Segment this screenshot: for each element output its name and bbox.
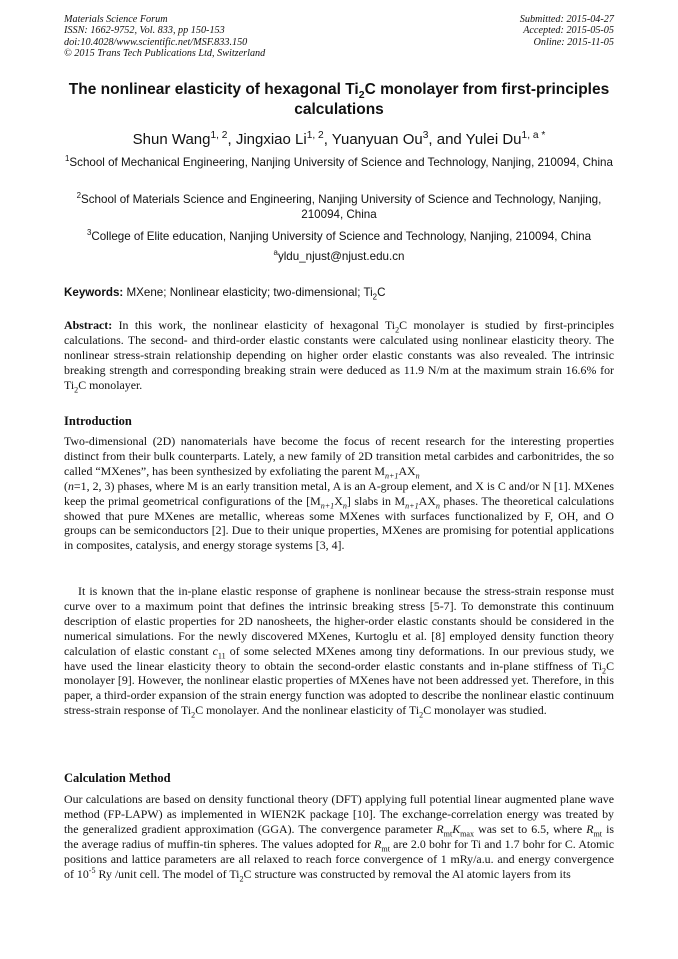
subscript: mt [381,844,390,854]
online-date: Online: 2015-11-05 [533,36,614,48]
title-subscript: 2 [358,89,365,102]
doi: doi:10.4028/www.scientific.net/MSF.833.150 [64,36,248,48]
subscript: n+1 [405,501,419,510]
keywords [64,286,614,300]
body-text: C monolayer. And the nonlinear elasticity of Ti [195,703,420,718]
body-text: C structure was constructed by removal the Al atomic layers from its [243,866,571,881]
author-separator: , and [428,131,466,148]
abstract [64,318,614,393]
italic-variable: R [374,836,382,851]
subscript: 2 [74,385,79,394]
body-text: =1, 2, 3) phases, where M is an early transition metal, A is an A-group element, and X is C and/or N [1]. MXenes keep the primal geometrical configurations of the [M [64,478,614,508]
subscript: n [435,501,440,510]
author-list [64,131,614,149]
subscript: 2 [602,665,607,675]
italic-variable: R [436,821,444,836]
keywords-label: Keywords: [64,286,124,299]
author-affiliation-mark: 1, 2 [210,130,228,141]
body-text: AX [418,493,436,508]
author-email [64,249,614,264]
body-text: was set to 6.5, where [474,821,587,836]
journal-name: Materials Science Forum [64,14,168,25]
subscript: mt [593,829,603,839]
subscript: 2 [239,873,244,883]
keywords-subscript: 2 [372,292,378,302]
italic-variable: c [212,643,218,658]
intro-paragraph-1 [64,434,614,553]
subscript: n [342,501,347,510]
body-text: ( [64,478,68,493]
italic-variable: R [586,821,594,836]
affiliation-text: College of Elite education, Nanjing University of Science and Technology, Nanjing, 210094, China [91,230,592,243]
author-name: Yulei Du [465,131,522,148]
abstract-text: In this work, the nonlinear elasticity of hexagonal Ti [118,318,396,332]
body-text: is the average radius of muffin-tin spheres. The values adopted for [64,821,615,851]
author-name: Yuanyuan Ou [331,131,423,148]
intro-paragraph-2 [64,584,614,718]
accepted-date: Accepted: 2015-05-05 [523,25,614,37]
title-text-end: C monolayer from first-principles calculations [294,81,610,118]
affiliation-mark: 3 [86,228,92,238]
section-heading-introduction: Introduction [64,414,132,428]
section-heading-calculation-method: Calculation Method [64,771,171,785]
body-text: phases. The theoretical calculations showed that pure MXenes are metallic, whereas some MXenes with surfaces functionalized by F, OH, and O groups can be semiconductors [2]. Due to their unique properties, MXenes are promising for potential applications in composites, catalysis, and energy storage systems [3, 4]. [64,493,614,553]
subscript: 11 [217,651,226,660]
issn: ISSN: 1662-9752, Vol. 833, pp 150-153 [64,25,225,37]
affiliation-mark: 1 [65,154,70,164]
subscript: 2 [395,325,400,335]
email-mark: a [273,248,278,258]
affiliation-3 [64,229,614,244]
submitted-date: Submitted: 2015-04-27 [519,14,614,25]
email-link[interactable]: yldu_njust@njust.edu.cn [277,250,405,263]
calc-paragraph-1 [64,792,614,881]
subscript: n+1 [384,471,399,481]
subscript: n [415,471,420,481]
subscript: 2 [419,710,424,720]
italic-variable: n [67,478,74,493]
author-affiliation-mark: 3 [422,130,429,141]
subscript: mt [443,829,453,839]
affiliation-1 [64,155,614,170]
abstract-label: Abstract: [64,318,113,332]
keywords-text: MXene; Nonlinear elasticity; two-dimensional; Ti [126,286,373,299]
affiliation-2 [64,192,614,222]
body-text: Ry /unit cell. The model of Ti [95,866,240,881]
author-separator: , [227,131,236,148]
body-text: AX [398,463,416,478]
copyright: © 2015 Trans Tech Publications Ltd, Switzerland [64,47,266,59]
keywords-tail: C [377,286,386,299]
author-name: Jingxiao Li [235,131,307,148]
author-name: Shun Wang [132,131,211,148]
journal-info [64,14,265,59]
subscript: 2 [191,710,196,720]
body-text: Two-dimensional (2D) nanomaterials have become the focus of recent research for the interesting properties distinct from their bulk counterparts. Lately, a new family of 2D transition metal carbides and carbonitrides, the so called “MXenes”, has been synthesized by exfoliating the parent M [64,434,614,478]
affiliation-text: School of Mechanical Engineering, Nanjing University of Science and Technology, Nanjing, 210094, China [69,156,613,169]
body-text: of some selected MXenes among tiny deformations. In our previous study, we have used the linear elasticity theory to obtain the second-order elastic constants and in-plane stiffness of Ti [64,643,614,673]
body-text: X [334,493,343,508]
superscript: -5 [88,865,96,875]
body-text: C monolayer [9]. However, the nonlinear elastic properties of MXenes have not been addressed yet. Therefore, in this paper, a third-order expansion of the strain energy function was adopted to describe the nonlinear elastic continuum stress-strain response of Ti [64,658,614,718]
subscript: n+1 [320,501,335,510]
subscript: max [460,829,475,839]
affiliation-mark: 2 [76,191,82,201]
abstract-text: C monolayer is studied by first-principles calculations. The second- and third-order elastic constants were calculated using nonlinear elasticity theory. The nonlinear stress-strain relationship depending on higher order elastic constants was also revealed. The intrinsic breaking strength and corresponding breaking strain were deduced as 11.9 N/m at the maximum strain 16.6% for Ti [64,318,614,392]
affiliation-text: School of Materials Science and Engineering, Nanjing University of Science and Technology, Nanjing, 210094, China [81,193,602,221]
body-text: It is known that the in-plane elastic response of graphene is nonlinear because the stress-strain response must curve over to a maximum point that defines the intrinsic breaking stress [5-7]. To demonstrate this continuum description of elastic properties for 2D nanosheets, the higher-order elastic constants should be considered in the numerical simulations. For the newly discovered MXenes, Kurtoglu et al. [8] employed density function theory calculation of elastic constant [64,584,614,658]
title-text: The nonlinear elasticity of hexagonal Ti [68,81,359,98]
author-affiliation-mark: 1, 2 [306,130,324,141]
publication-dates [520,14,614,48]
body-text: ] slabs in M [346,493,406,508]
body-text: Our calculations are based on density functional theory (DFT) applying full potential linear augmented plane wave method (FP-LAPW) as implemented in WIEN2K package [10]. The exchange-correlation energy was treated by the generalized gradient approximation (GGA). The convergence parameter [64,792,614,836]
author-affiliation-mark: 1, a * [521,130,546,141]
paper-title [64,80,614,120]
italic-variable: K [452,821,461,836]
body-text: C monolayer was studied. [423,703,547,718]
author-separator: , [323,131,332,148]
body-text: are 2.0 bohr for Ti and 1.7 bohr for C. Atomic positions and lattice parameters are all relaxed to reach force convergence of 1 mRy/a.u. and energy convergence of 10 [64,836,615,881]
abstract-text: C monolayer. [78,377,143,392]
